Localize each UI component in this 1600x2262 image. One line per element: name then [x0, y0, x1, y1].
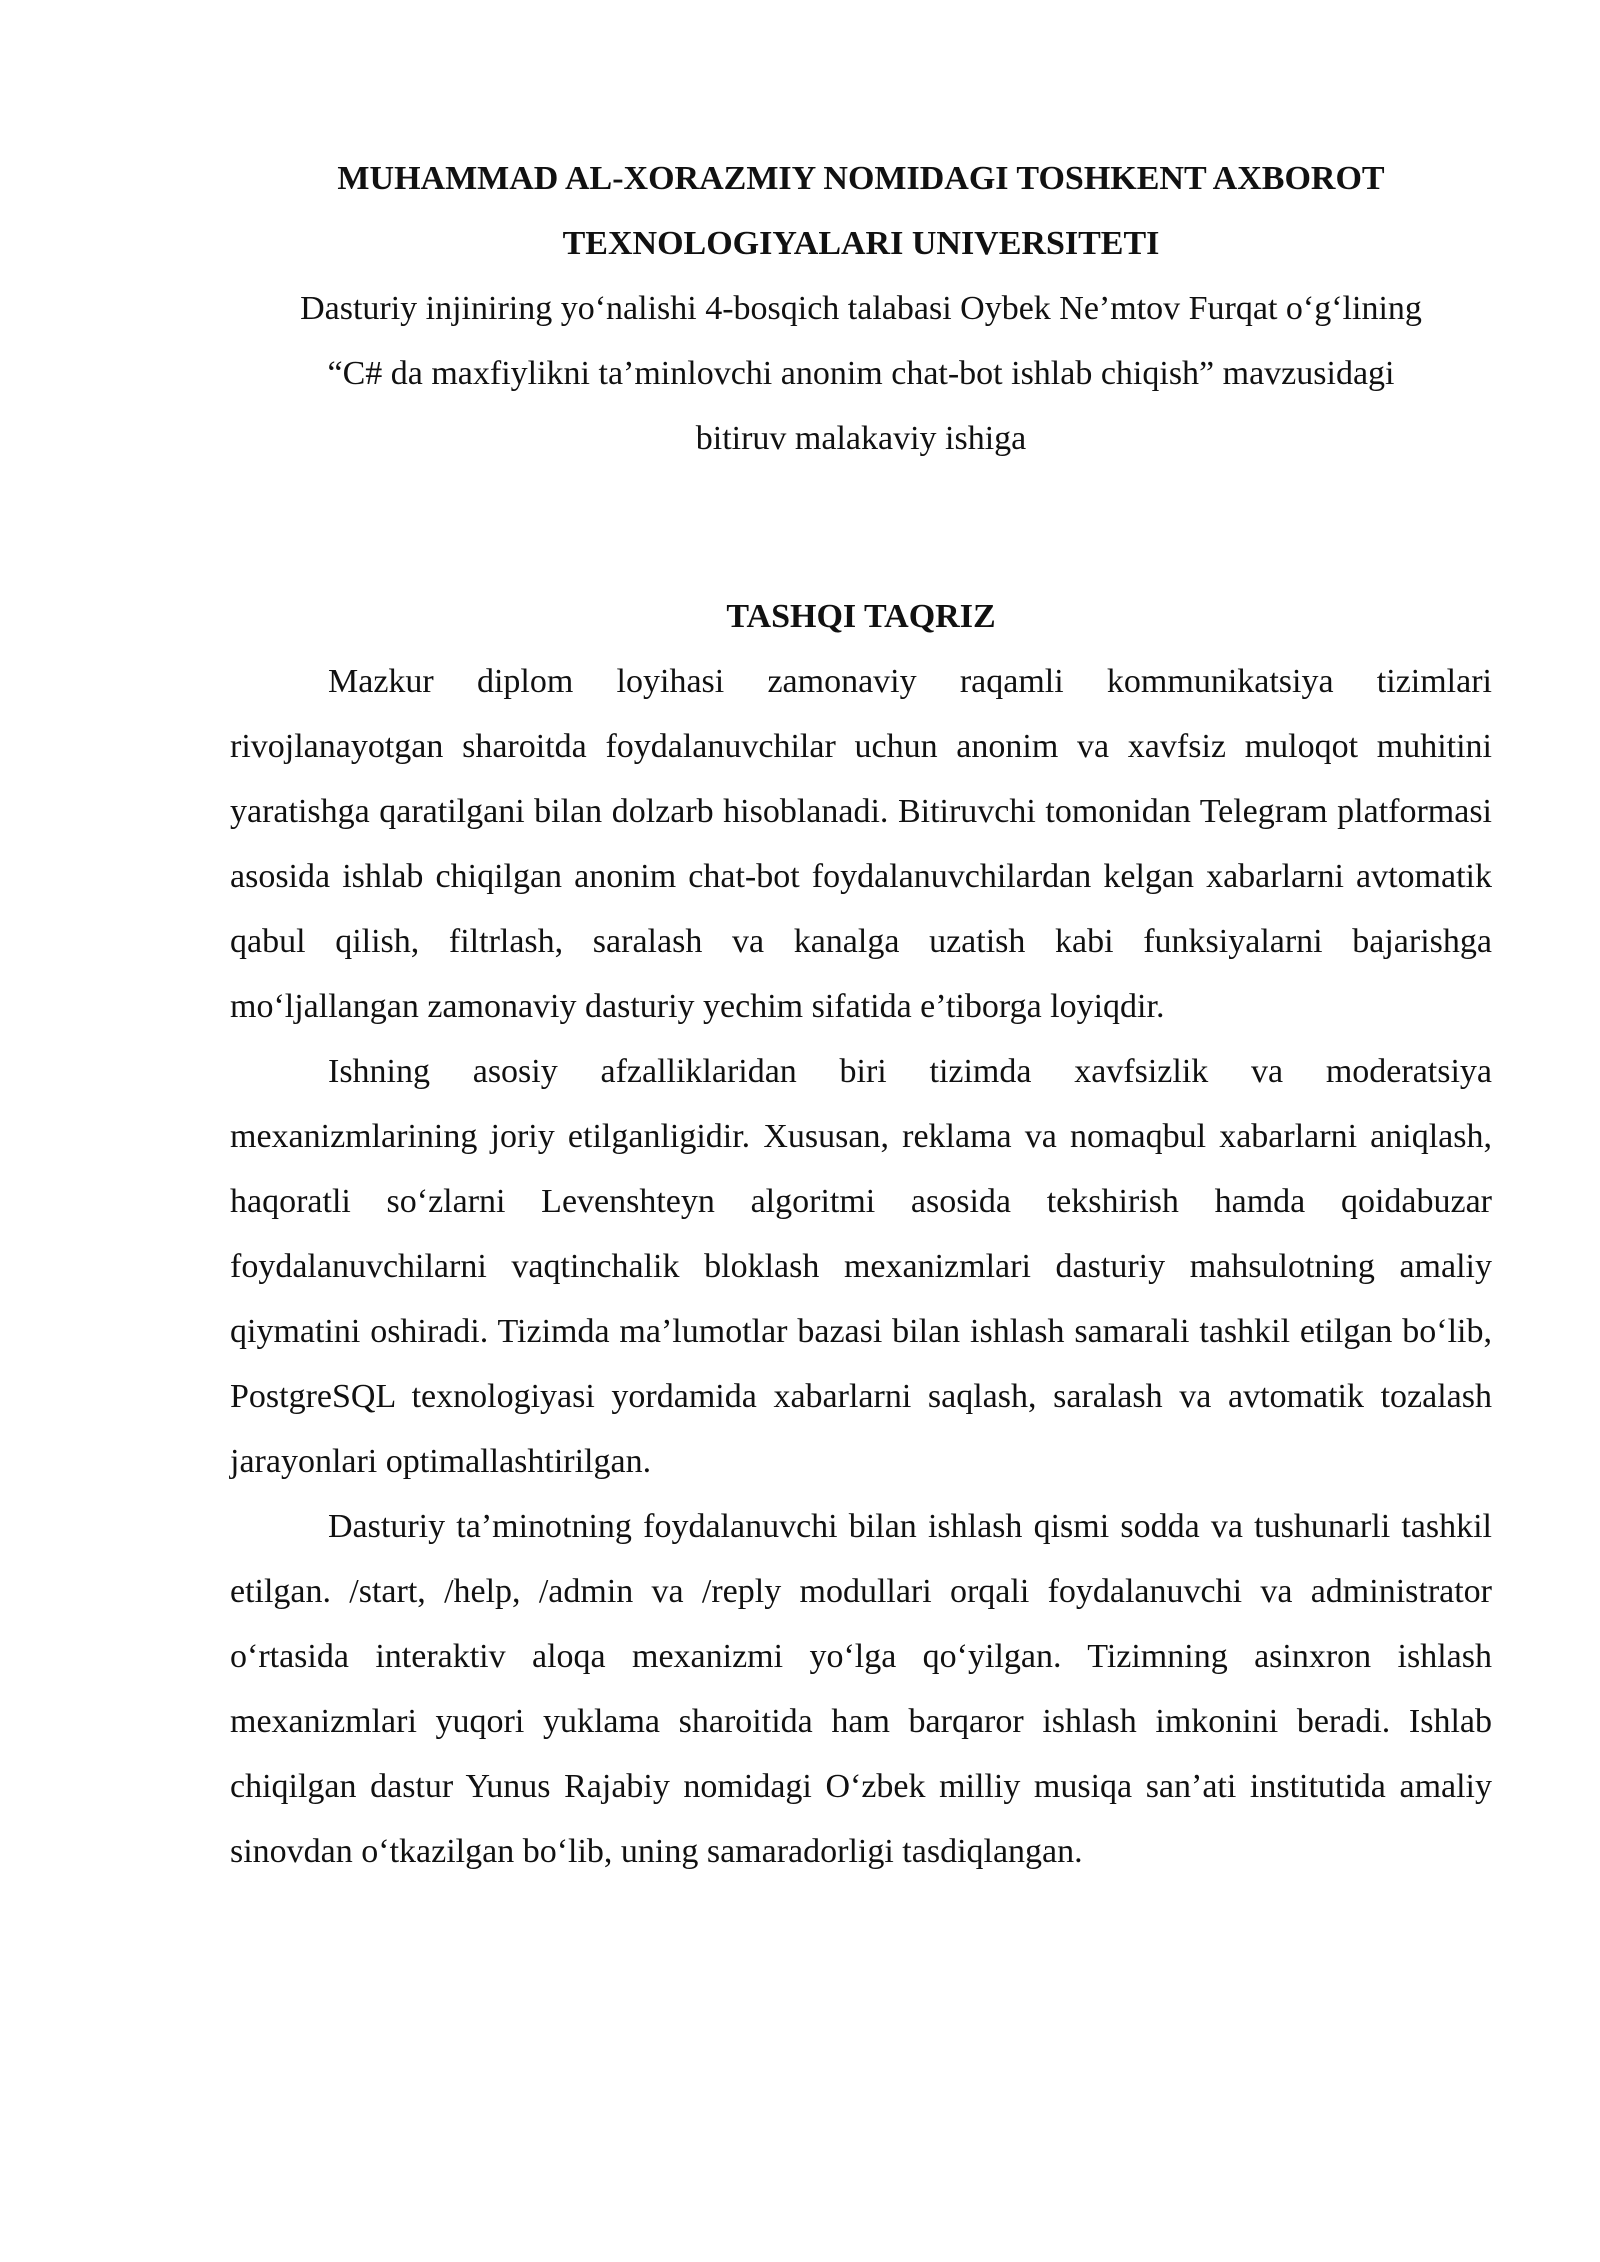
review-paragraph-2: Ishning asosiy afzalliklaridan biri tizimda xavfsizlik va moderatsiya mexanizmlarining joriy etilganligidir. Xususan, reklama va nomaqbul xabarlarni aniqlash, haqoratli so‘zlarni Levenshteyn algoritmi asosida tekshirish hamda qoidabuzar foydalanuvchilarni vaqtinchalik bloklash mexanizmlari dasturiy mahsulotning amaliy qiymatini oshiradi. Tizimda ma’lumotlar bazasi bilan ishlash samarali tashkil etilgan bo‘lib, PostgreSQL texnologiyasi yordamida xabarlarni saqlash, saralash va avtomatik tozalash jarayonlari optimallashtirilgan. [230, 1053, 1492, 1480]
subtitle-line-1: Dasturiy injiniring yo‘nalishi 4-bosqich talabasi Oybek Ne’mtov Furqat o‘g‘lining [300, 290, 1422, 327]
document-page [230, 146, 1492, 1884]
subtitle-line-3: bitiruv malakaviy ishiga [695, 420, 1027, 457]
review-paragraph-3: Dasturiy ta’minotning foydalanuvchi bilan ishlash qismi sodda va tushunarli tashkil etilgan. /start, /help, /admin va /reply modullari orqali foydalanuvchi va administrator o‘rtasida interaktiv aloqa mexanizmi yo‘lga qo‘yilgan. Tizimning asinxron ishlash mexanizmlari yuqori yuklama sharoitida ham barqaror ishlash imkonini beradi. Ishlab chiqilgan dastur Yunus Rajabiy nomidagi O‘zbek milliy musiqa san’ati institutida amaliy sinovdan o‘tkazilgan bo‘lib, uning samaradorligi tasdiqlangan. [230, 1508, 1492, 1870]
review-title: TASHQI TAQRIZ [726, 598, 996, 635]
review-paragraph-1: Mazkur diplom loyihasi zamonaviy raqamli kommunikatsiya tizimlari rivojlanayotgan sharoitda foydalanuvchilar uchun anonim va xavfsiz muloqot muhitini yaratishga qaratilgani bilan dolzarb hisoblanadi. Bitiruvchi tomonidan Telegram platformasi asosida ishlab chiqilgan anonim chat-bot foydalanuvchilardan kelgan xabarlarni avtomatik qabul qilish, filtrlash, saralash va kanalga uzatish kabi funksiyalarni bajarishga mo‘ljallangan zamonaviy dasturiy yechim sifatida e’tiborga loyiqdir. [230, 663, 1492, 1025]
university-name-line-2: TEXNOLOGIYALARI UNIVERSITETI [562, 225, 1160, 262]
subtitle-line-2: “C# da maxfiylikni ta’minlovchi anonim chat-bot ishlab chiqish” mavzusidagi [327, 355, 1395, 392]
university-name-line-1: MUHAMMAD AL-XORAZMIY NOMIDAGI TOSHKENT AXBOROT [337, 160, 1385, 197]
